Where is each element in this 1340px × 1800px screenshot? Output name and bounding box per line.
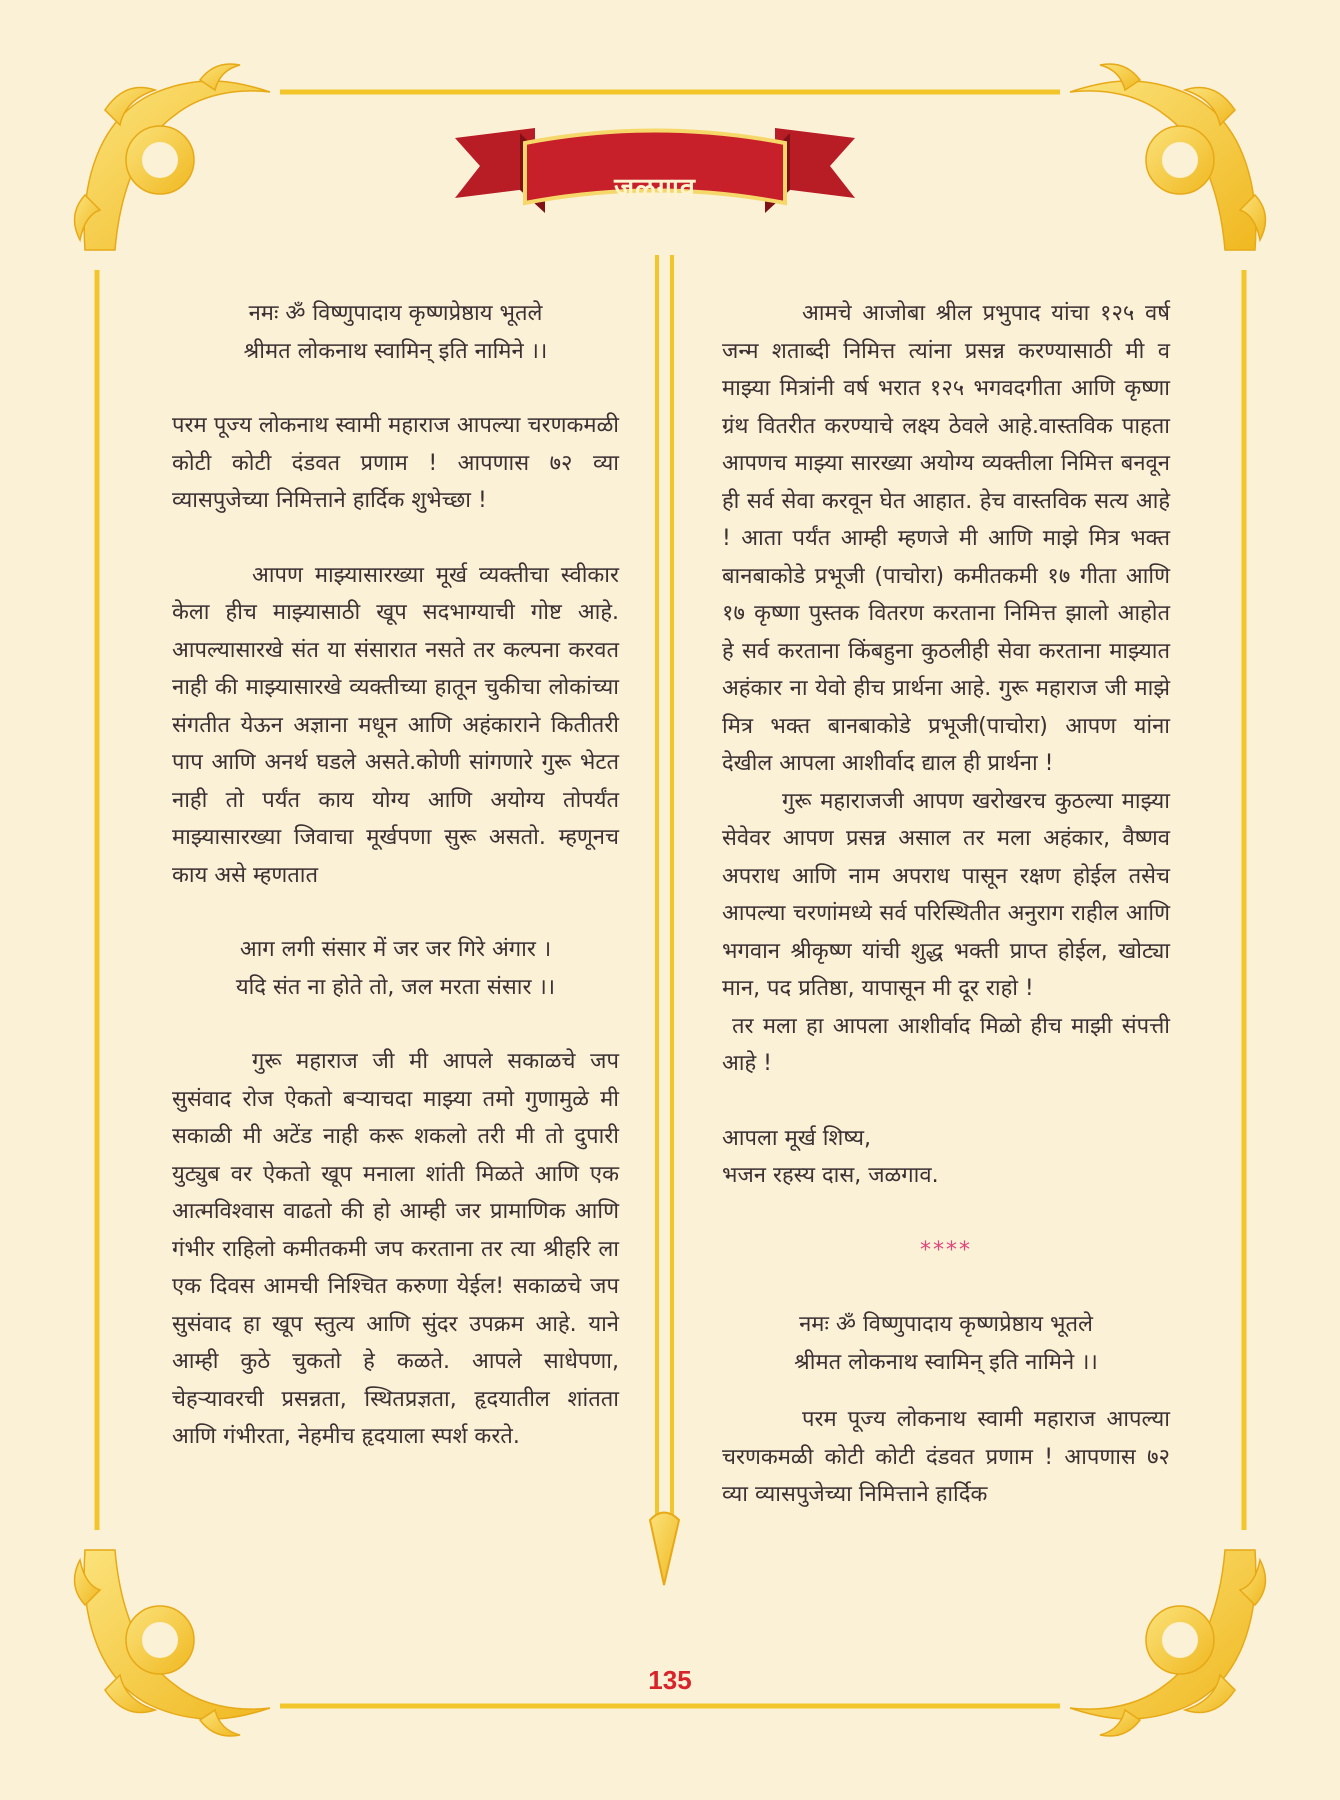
- signoff-line: भजन रहस्य दास, जळगाव.: [722, 1163, 939, 1188]
- paragraph: परम पूज्य लोकनाथ स्वामी महाराज आपल्या चरणकमळी कोटी कोटी दंडवत प्रणाम ! आपणास ७२ व्या व्यासपुजेच्या निमित्ताने हार्दिक शुभेच्छा !: [172, 413, 619, 513]
- right-column: [722, 295, 1170, 1514]
- verse-line: आग लगी संसार में जर जर गिरे अंगार ।: [239, 937, 552, 962]
- page-number: 135: [648, 1665, 692, 1695]
- section-separator: ****: [920, 1237, 972, 1263]
- paragraph: आमचे आजोबा श्रील प्रभुपाद यांचा १२५ वर्ष जन्म शताब्दी निमित्त त्यांना प्रसन्न करण्यासाठी मी व माझ्या मित्रांनी वर्ष भरात १२५ भगवदगीता आणि कृष्णा ग्रंथ वितरीत करण्याचे लक्ष्य ठेवले आहे.वास्तविक पाहता आपणच माझ्या सारख्या अयोग्य व्यक्तीला निमित्त बनवून ही सर्व सेवा करवून घेत आहात. हेच वास्तविक सत्य आहे ! आता पर्यंत आम्ही म्हणजे मी आणि माझे मित्र भक्त बानबाकोडे प्रभूजी (पाचोरा) कमीतकमी १७ गीता आणि १७ कृष्णा पुस्तक वितरण करताना निमित्त झालो आहोत हे सर्व करताना किंबहुना कुठलीही सेवा करताना माझ्यात अहंकार ना येवो हीच प्रार्थना आहे. गुरू महाराज जी माझे मित्र भक्त बानबाकोडे प्रभूजी(पाचोरा) आपण यांना देखील आपला आशीर्वाद द्याल ही प्रार्थना !: [722, 301, 1170, 776]
- page-title: जळगाव: [614, 173, 696, 204]
- signoff-line: आपला मूर्ख शिष्य,: [722, 1125, 871, 1151]
- paragraph: गुरू महाराज जी मी आपले सकाळचे जप सुसंवाद रोज ऐकतो बऱ्याचदा माझ्या तमो गुणामुळे मी सकाळी मी अटेंड नाही करू शकलो तरी मी तो दुपारी युट्युब वर ऐकतो खूप मनाला शांती मिळते आणि एक आत्मविश्वास वाढतो की हो आम्ही जर प्रामाणिक आणि गंभीर राहिलो कमीतकमी जप करताना तर त्या श्रीहरि ला एक दिवस आमची निश्चित करुणा येईल! सकाळचे जप सुसंवाद हा खूप स्तुत्य आणि सुंदर उपक्रम आहे. याने आम्ही कुठे चुकतो हे कळते. आपले साधेपणा, चेहऱ्यावरची प्रसन्नता, स्थितप्रज्ञता, हृदयातील शांतता आणि गंभीरता, नेहमीच हृदयाला स्पर्श करते.: [172, 1049, 619, 1449]
- paragraph: आपण माझ्यासारख्या मूर्ख व्यक्तीचा स्वीकार केला हीच माझ्यासाठी खूप सदभाग्याची गोष्ट आहे. आपल्यासारखे संत या संसारात नसते तर कल्पना करवत नाही की माझ्यासारखे व्यक्तीच्या हातून चुकीचा लोकांच्या संगतीत येऊन अज्ञाना मधून आणि अहंकाराने कितीतरी पाप आणि अनर्थ घडले असते.कोणी सांगणारे गुरू भेटत नाही तो पर्यंत काय योग्य आणि अयोग्य तोपर्यंत माझ्यासारख्या जिवाचा मूर्खपणा सुरू असतो. म्हणूनच काय असे म्हणतात: [172, 562, 619, 888]
- invocation-line: श्रीमत लोकनाथ स्वामिन् इति नामिने ।।: [794, 1349, 1098, 1375]
- invocation-line: नमः ॐ विष्णुपादाय कृष्णप्रेष्ठाय भूतले: [799, 1312, 1093, 1337]
- paragraph: तर मला हा आपला आशीर्वाद मिळो हीच माझी संपत्ती आहे !: [722, 1013, 1170, 1076]
- paragraph: गुरू महाराजजी आपण खरोखरच कुठल्या माझ्या सेवेवर आपण प्रसन्न असाल तर मला अहंकार, वैष्णव अपराध आणि नाम अपराध पासून रक्षण होईल तसेच आपल्या चरणांमध्ये सर्व परिस्थितीत अनुराग राहील आणि भगवान श्रीकृष्ण यांची शुद्ध भक्ती प्राप्त होईल, खोट्या मान, पद प्रतिष्ठा, यापासून मी दूर राहो !: [722, 788, 1170, 1001]
- invocation-line: श्रीमत लोकनाथ स्वामिन् इति नामिने ।।: [243, 338, 548, 364]
- left-column: [172, 295, 619, 1456]
- column-divider: [650, 255, 679, 1585]
- verse-line: यदि संत ना होते तो, जल मरता संसार ।।: [235, 974, 556, 1000]
- invocation-line: नमः ॐ विष्णुपादाय कृष्णप्रेष्ठाय भूतले: [248, 301, 543, 326]
- paragraph: परम पूज्य लोकनाथ स्वामी महाराज आपल्या चरणकमळी कोटी कोटी दंडवत प्रणाम ! आपणास ७२ व्या व्यासपुजेच्या निमित्ताने हार्दिक: [722, 1407, 1170, 1507]
